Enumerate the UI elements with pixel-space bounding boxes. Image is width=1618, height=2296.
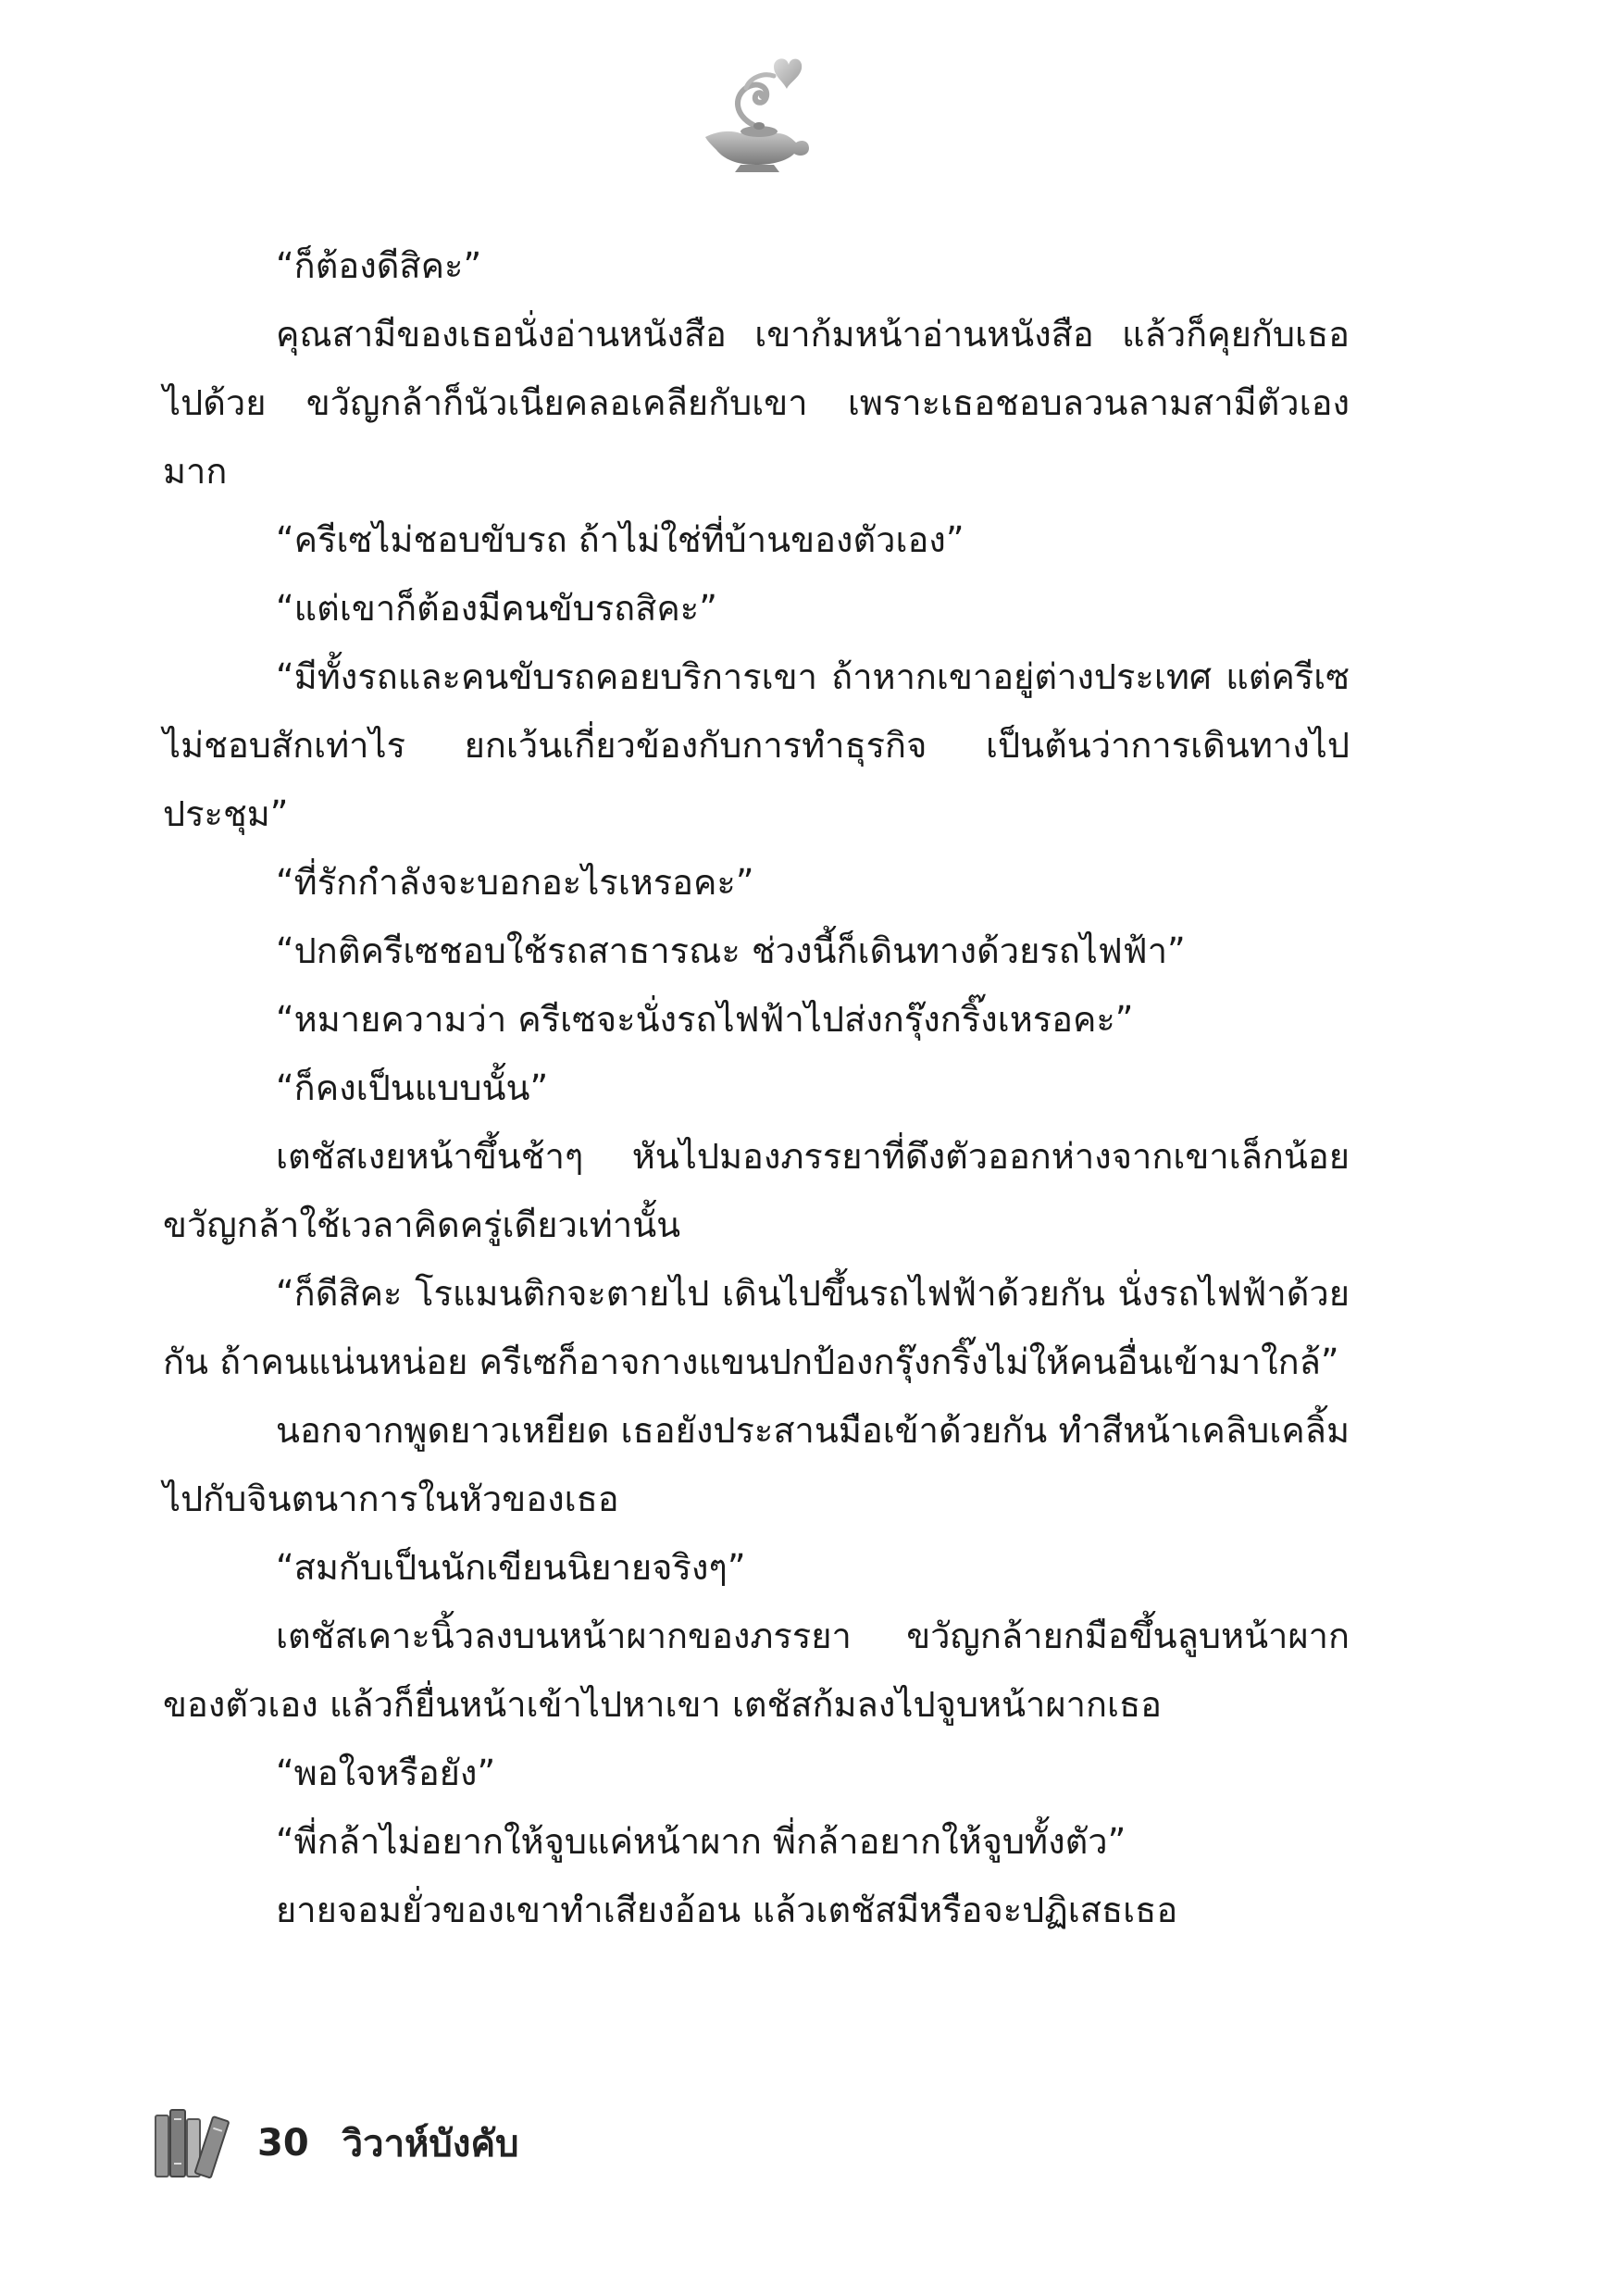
book-title: วิวาห์บังคับ <box>342 2123 519 2165</box>
paragraph: “ก็ต้องดีสิคะ” <box>276 245 482 286</box>
paragraph: ยายจอมยั่วของเขาทำเสียงอ้อน แล้วเตชัสมีหรือจะปฏิเสธเธอ <box>276 1890 1178 1930</box>
paragraph: “ปกติครีเซชอบใช้รถสาธารณะ ช่วงนี้ก็เดินทางด้วยรถไฟฟ้า” <box>276 930 1186 971</box>
paragraph: “ครีเซไม่ชอบขับรถ ถ้าไม่ใช่ที่บ้านของตัวเอง” <box>276 519 965 560</box>
paragraph: “พี่กล้าไม่อยากให้จูบแค่หน้าผาก พี่กล้าอยากให้จูบทั้งตัว” <box>276 1821 1126 1862</box>
paragraph: “ที่รักกำลังจะบอกอะไรเหรอคะ” <box>276 862 754 903</box>
paragraph: “มีทั้งรถและคนขับรถคอยบริการเขา ถ้าหากเขาอยู่ต่างประเทศ แต่ครีเซไม่ชอบสักเท่าไร ยกเว้นเกี่ยวข้องกับการทำธุรกิจ เป็นต้นว่าการเดินทางไปประชุม” <box>163 656 1350 834</box>
genie-lamp-icon <box>689 46 818 176</box>
page-footer <box>154 2106 519 2180</box>
books-icon <box>154 2106 237 2180</box>
body-text <box>163 231 1350 1944</box>
paragraph: นอกจากพูดยาวเหยียด เธอยังประสานมือเข้าด้วยกัน ทำสีหน้าเคลิบเคลิ้มไปกับจินตนาการในหัวของเธอ <box>163 1410 1350 1519</box>
paragraph: “ก็คงเป็นแบบนั้น” <box>276 1067 549 1108</box>
paragraph: คุณสามีของเธอนั่งอ่านหนังสือ เขาก้มหน้าอ่านหนังสือ แล้วก็คุยกับเธอไปด้วย ขวัญกล้าก็นัวเนียคลอเคลียกับเขา เพราะเธอชอบลวนลามสามีตัวเองมาก <box>163 314 1350 492</box>
paragraph: “หมายความว่า ครีเซจะนั่งรถไฟฟ้าไปส่งกรุ๊งกริ๊งเหรอคะ” <box>276 999 1134 1040</box>
page-number: 30 <box>257 2122 309 2165</box>
paragraph: “แต่เขาก็ต้องมีคนขับรถสิคะ” <box>276 588 717 629</box>
paragraph: เตชัสเงยหน้าขึ้นช้าๆ หันไปมองภรรยาที่ดึงตัวออกห่างจากเขาเล็กน้อย ขวัญกล้าใช้เวลาคิดครู่เดียวเท่านั้น <box>163 1136 1350 1245</box>
paragraph: “สมกับเป็นนักเขียนนิยายจริงๆ” <box>276 1547 746 1588</box>
paragraph: “พอใจหรือยัง” <box>276 1753 496 1793</box>
paragraph: เตชัสเคาะนิ้วลงบนหน้าผากของภรรยา ขวัญกล้ายกมือขึ้นลูบหน้าผากของตัวเอง แล้วก็ยื่นหน้าเข้าไปหาเขา เตชัสก้มลงไปจูบหน้าผากเธอ <box>163 1616 1350 1725</box>
paragraph: “ก็ดีสิคะ โรแมนติกจะตายไป เดินไปขึ้นรถไฟฟ้าด้วยกัน นั่งรถไฟฟ้าด้วยกัน ถ้าคนแน่นหน่อย ครีเซก็อาจกางแขนปกป้องกรุ๊งกริ๊งไม่ให้คนอื่นเข้ามาใกล้” <box>163 1273 1350 1382</box>
